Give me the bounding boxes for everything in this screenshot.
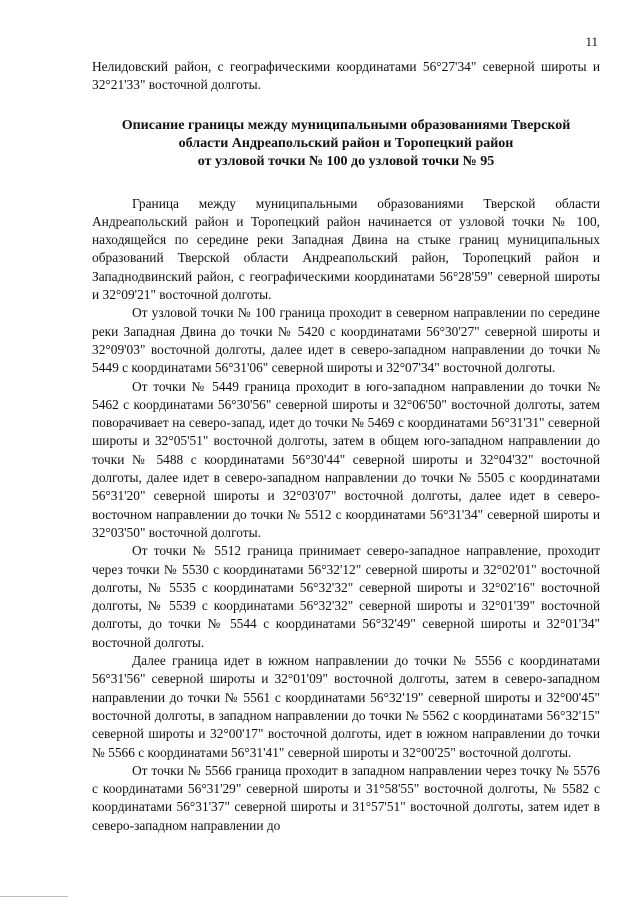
body-paragraph: Далее граница идет в южном направлении до точки № 5556 с координатами 56°31'56" северной широты и 32°01'09" восточной долготы, затем в северо-западном направлении до точки № 5561 с координатами 56°32'19" северной широты и 32°00'45" восточной долготы, в западном направлении до точки № 5562 с координатами 56°32'15" северной широты и 32°00'17" восточной долготы, идет в южном направлении до точки № 5566 с координатами 56°31'41" северной широты и 32°00'25" восточной долготы. (92, 653, 600, 760)
document-body (92, 58, 600, 835)
page-edge-mark (0, 896, 68, 905)
body-paragraph: От точки № 5512 граница принимает северо-западное направление, проходит через точки № 5530 с координатами 56°32'12" северной широты и 32°02'01" восточной долготы, № 5535 с координатами 56°32'32" северной широты и 32°02'16" восточной долготы, № 5539 с координатами 56°32'32" северной широты и 32°01'39" восточной долготы, до точки № 5544 с координатами 56°32'49" северной широты и 32°01'34" восточной долготы. (92, 543, 600, 650)
section-title (92, 117, 600, 171)
body-paragraph: От точки № 5566 граница проходит в западном направлении через точку № 5576 с координатами 56°31'29" северной широты и 31°58'55" восточной долготы, № 5582 с координатами 56°31'37" северной широты и 31°57'51" восточной долготы, затем идет в северо-западном направлении до (92, 762, 600, 833)
section-title-line-1: Описание границы между муниципальными образованиями Тверской (121, 117, 571, 133)
section-title-line-3: от узловой точки № 100 до узловой точки № 95 (197, 153, 495, 169)
intro-paragraph: Нелидовский район, с географическими координатами 56°27'34" северной широты и 32°21'33" восточной долготы. (92, 59, 600, 93)
page-number: 11 (585, 34, 598, 49)
body-paragraph: От точки № 5449 граница проходит в юго-западном направлении до точки № 5462 с координатами 56°30'56" северной широты и 32°06'50" восточной долготы, затем поворачивает на северо-запад, идет до точки № 5469 с координатами 56°31'31" северной широты и 32°05'51" восточной долготы, затем в общем юго-западном направлении до точки № 5488 с координатами 56°30'44" северной широты и 32°04'32" восточной долготы, далее идет в северо-западном направлении до точки № 5505 с координатами 56°31'20" северной широты и 32°03'07" восточной долготы, далее идет в северо-восточном направлении до точки № 5512 с координатами 56°31'34" северной широты и 32°03'50" восточной долготы. (92, 378, 600, 540)
body-paragraph: От узловой точки № 100 граница проходит в северном направлении по середине реки Западная Двина до точки № 5420 с координатами 56°30'27" северной широты и 32°09'03" восточной долготы, далее идет в северо-западном направлении до точки № 5449 с координатами 56°31'06" северной широты и 32°07'34" восточной долготы. (92, 305, 600, 376)
body-paragraph: Граница между муниципальными образованиями Тверской области Андреапольский район и Торопецкий район начинается от узловой точки № 100, находящейся по середине реки Западная Двина на стыке границ муниципальных образований Тверской области Андреапольский район, Торопецкий район и Западнодвинский район, с географическими координатами 56°28'59" северной широты и 32°09'21" восточной долготы. (92, 195, 600, 303)
section-title-line-2: области Андреапольский район и Торопецкий район (178, 135, 514, 151)
